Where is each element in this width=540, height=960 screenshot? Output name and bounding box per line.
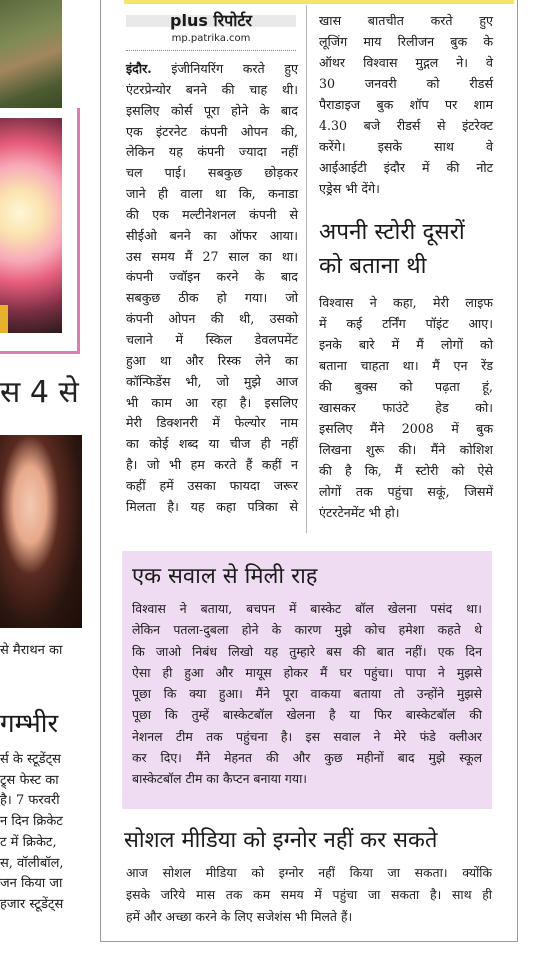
article-column-2-bottom (319, 292, 493, 523)
article-column-1 (126, 59, 298, 518)
social-media-heading: सोशल मीडिया को इग्नोर नहीं कर सकते (124, 828, 438, 853)
subheading-line: अपनी स्टोरी दूसरों (319, 219, 465, 245)
dateline: इंदौर. (126, 61, 152, 76)
paragraph-line: पैराडाइज बुक शॉप पर शाम (319, 97, 493, 112)
adjacent-body-line: न दिन क्रिकेट (0, 814, 63, 830)
box-heading: एक सवाल से मिली राह (132, 564, 318, 589)
paragraph-line: मेरी डिक्शनरी में फेल्योर नाम (126, 415, 298, 431)
woman-portrait-photo (0, 435, 82, 628)
paragraph-line: चल पाई। सबकुछ छोड़कर (126, 165, 298, 181)
paragraph-line: कि जाओ निबंध लिखो यह तुम्हारे बस की बात नहीं। एक दिन (132, 643, 482, 659)
paragraph-line: विश्वास ने कहा, मेरी लाइफ (319, 295, 493, 310)
rose-photo (0, 118, 62, 333)
paragraph-line: में कई टर्निंग पॉइंट आए। (319, 316, 493, 331)
paragraph-line: पूछा कि तुम्हें बास्केटबॉल खेलना है या फिर बास्केटबॉल की (132, 707, 482, 723)
paragraph-line: लेकिन पतला-दुबला होने के कारण मुझे कोच हमेशा कहते थे (132, 622, 482, 638)
paragraph-line: एक इंटरनेट कंपनी ओपन की, (126, 123, 298, 139)
adjacent-body-line: र्स के स्टूडेंट्स (0, 752, 61, 767)
photo-badge (0, 305, 8, 333)
adjacent-body-line: जन किया जा (0, 876, 63, 892)
paragraph-line: सीईओ बनने का ऑफर आया। (126, 227, 298, 243)
byline-url: mp.patrika.com (171, 33, 251, 44)
paragraph-line: चलाने में स्किल डेवलपमेंट (126, 331, 298, 347)
paragraph-line: कंपनी ज्वॉइन करने के बाद (126, 269, 298, 285)
adjacent-article-strip (0, 0, 98, 960)
paragraph-line: नेशनल टीम तक पहुंचना है। इस सवाल ने मेरे फंडे क्लीअर (132, 728, 482, 744)
paragraph-line: ऑथर विश्वास मुद्गल ने। वे (319, 55, 493, 70)
adjacent-headline: स 4 से (0, 375, 79, 410)
paragraph-line: एंटरप्रेन्योर बनने की चाह थी। (126, 81, 298, 97)
byline-divider (126, 50, 296, 51)
paragraph-line: इसके जरिये मास तक कम समय में पहुंचा जा सकता है। साथ ही (126, 887, 492, 902)
paragraph-line: लिखना शुरू की। मैंने कोशिश (319, 442, 493, 457)
paragraph-line: एड्रेस भी देंगे। (319, 181, 380, 196)
paragraph-line: विश्वास ने बताया, बचपन में बास्केट बॉल खेलना पसंद था। (132, 601, 482, 616)
adjacent-caption: से मैराथन का (0, 643, 63, 658)
paragraph-line: खास बातचीत करते हुए (319, 13, 493, 28)
paragraph-line: आईआईटी इंदौर में की नोट (319, 160, 493, 175)
paragraph-line: की एक मल्टीनेशनल कंपनी से (126, 206, 298, 222)
paragraph-line: बताना चाहता था। मैं एन रेंड (319, 358, 493, 373)
paragraph-line: हुआ था और रिस्क लेने का (126, 352, 298, 368)
adjacent-body-line: स, वॉलीबॉल, (0, 855, 64, 871)
paragraph-line: 4.30 बजे रीडर्स से इंटरेक्ट (319, 118, 493, 133)
adjacent-body-line: ट्र्स फेस्ट का (0, 772, 59, 788)
paragraph-line: भी काम आ रहा है। इसलिए (126, 394, 298, 410)
paragraph-line: इनके बारे में मैं लोगों को (319, 337, 493, 352)
paragraph-line: उस समय मैं 27 साल का था। (126, 248, 298, 264)
paragraph-line: की है कि, मैं स्टोरी को ऐसे (319, 463, 493, 478)
paragraph-line: लोगों तक पहुंचा सकूं, जिसमें (319, 484, 493, 499)
article-column-2-top (319, 10, 493, 199)
adjacent-body-line: ट में क्रिकेट, (0, 834, 57, 850)
byline (126, 10, 296, 46)
paragraph-line: लेकिन यह कंपनी ज्यादा नहीं (126, 144, 298, 160)
paragraph-line: कर दिए। मैंने मेहनत की और कुछ महीनों बाद मुझे स्कूल (132, 750, 482, 766)
paragraph-line: का कोई शब्द या चीज ही नहीं (126, 436, 298, 452)
subheading-story (319, 215, 499, 283)
top-accent-bar (124, 0, 514, 4)
line-text: इंजीनियरिंग करते हुए (151, 61, 298, 76)
byline-label: plus रिपोर्टर (126, 10, 296, 32)
adjacent-body-line: हजार स्टूडेंट्स (0, 896, 64, 912)
paragraph-line: बास्केटबॉल टीम का कैप्टन बनाया गया। (132, 771, 307, 787)
paragraph-line: जाने ही वाला था कि, कनाडा (126, 186, 298, 202)
paragraph-line: कंपनी ओपन की थी, उसको (126, 311, 298, 327)
social-media-body-text (126, 862, 492, 928)
paragraph-line: इसलिए कोर्स पूरा होने के बाद (126, 102, 298, 118)
paragraph-line: खासकर फाउंटे हेड को। (319, 400, 493, 415)
paragraph-line: कॉन्फिडेंस भी, जो मुझे आज (126, 373, 298, 389)
paragraph-line: लूजिंग माय रिलीजन बुक के (319, 34, 493, 49)
paragraph-line: सबकुछ ठीक हो गया। जो (126, 290, 298, 306)
adjacent-body-text (0, 750, 98, 916)
paragraph-line: एंटरटेनमेंट भी हो। (319, 505, 400, 520)
paragraph-line: करेंगे। इसके साथ वे (319, 139, 493, 154)
paragraph-line (126, 59, 298, 80)
paragraph-line: आज सोशल मीडिया को इग्नोर नहीं किया जा सकता। क्योंकि (126, 865, 492, 880)
paragraph-line: हमें और अच्छा करने के लिए सजेशंस भी मिलते हैं। (126, 909, 353, 924)
adjacent-headline-2: गम्भीर (0, 709, 59, 739)
paragraph-line: है। जो भी हम करते हैं कहीं न (126, 457, 298, 473)
box-body-text (132, 598, 482, 790)
paragraph-line: मिलता है। यह कहा पत्रिका से (126, 498, 298, 514)
paragraph-line: कहीं हमें उसका फायदा जरूर (126, 477, 298, 493)
garden-photo (0, 0, 62, 108)
adjacent-body-line: है। 7 फरवरी (0, 793, 60, 809)
paragraph-line: की बुक्स को पढ़ता हूं, (319, 379, 493, 394)
column-divider (306, 5, 307, 533)
paragraph-line: 30 जनवरी को रीडर्स (319, 76, 493, 91)
paragraph-line: पूछा कि क्या हुआ। मैंने पूरा वाकया बताया तो उन्होंने मुझसे (132, 686, 482, 702)
subheading-line: को बताना थी (319, 253, 427, 279)
paragraph-line: इसलिए मैंने 2008 में बुक (319, 421, 493, 436)
paragraph-line: ऐसा ही हुआ और मायूस होकर मैं घर पहुंचा। पापा ने मुझसे (132, 664, 482, 680)
